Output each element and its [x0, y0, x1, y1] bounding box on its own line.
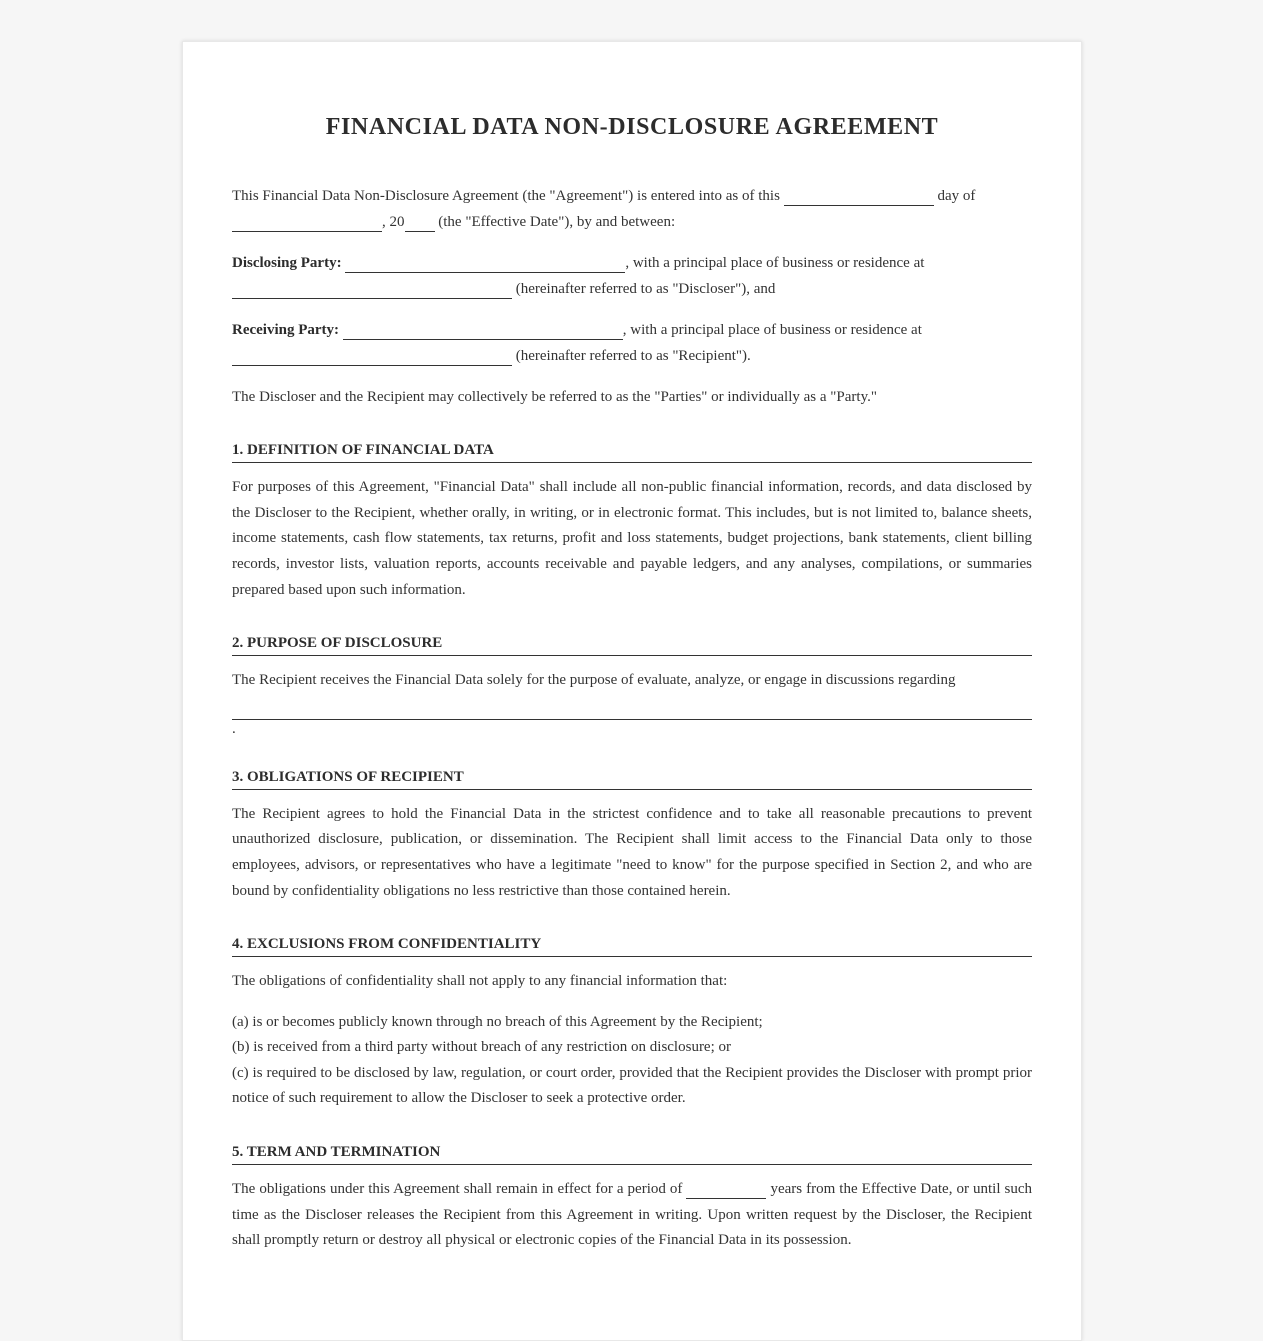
section-5-text-2: years from the Effective Date, or until such time as the Discloser releases the Recipient from this Agreement in writing. Upon written request by the Discloser, the Recipient shall promptly return or destroy all physical or electronic copies of the Financial Data in its possession.: [232, 1181, 1033, 1249]
intro-paragraph: [232, 184, 1032, 235]
exclusion-a: (a) is or becomes publicly known through no breach of this Agreement by the Recipient;: [232, 1013, 763, 1030]
purpose-blank[interactable]: [232, 694, 1032, 720]
month-blank[interactable]: [232, 211, 382, 232]
intro-text-4: (the "Effective Date"), by and between:: [438, 213, 676, 230]
discloser-address-blank[interactable]: [232, 278, 512, 299]
receiving-party-paragraph: [232, 318, 1032, 369]
recipient-address-blank[interactable]: [232, 345, 512, 366]
exclusions-list: [232, 1010, 1032, 1112]
section-5-text-1: The obligations under this Agreement shall remain in effect for a period of: [232, 1181, 683, 1198]
exclusion-c: (c) is required to be disclosed by law, regulation, or court order, provided that the Recipient provides the Discloser with prompt prior notice of such requirement to allow the Discloser to seek a protective order.: [232, 1064, 1032, 1107]
intro-text-1: This Financial Data Non-Disclosure Agreement (the "Agreement") is entered into as of this: [232, 188, 780, 204]
receiving-text-1: , with a principal place of business or residence at: [622, 322, 922, 339]
discloser-name-blank[interactable]: [345, 252, 625, 273]
section-2-heading: 2. PURPOSE OF DISCLOSURE: [232, 633, 1032, 656]
exclusion-b: (b) is received from a third party without breach of any restriction on disclosure; or: [232, 1039, 732, 1056]
section-1-heading: 1. DEFINITION OF FINANCIAL DATA: [232, 440, 1032, 463]
section-3-heading: 3. OBLIGATIONS OF RECIPIENT: [232, 767, 1032, 790]
disclosing-text-1: , with a principal place of business or residence at: [625, 255, 925, 272]
term-years-blank[interactable]: [686, 1178, 766, 1199]
section-3-body: The Recipient agrees to hold the Financial Data in the strictest confidence and to take all reasonable precautions to prevent unauthorized disclosure, publication, or dissemination. The Recipient shall limit access to the Financial Data only to those employees, advisors, or representatives who have a legitimate "need to know" for the purpose specified in Section 2, and who are bound by confidentiality obligations no less restrictive than those contained herein.: [232, 805, 1032, 899]
day-blank[interactable]: [784, 185, 934, 206]
document-title: FINANCIAL DATA NON-DISCLOSURE AGREEMENT: [325, 114, 939, 140]
section-1-body: For purposes of this Agreement, "Financial Data" shall include all non-public financial information, records, and data disclosed by the Discloser to the Recipient, whether orally, in writing, or in electronic format. This includes, but is not limited to, balance sheets, income statements, cash flow statements, tax returns, profit and loss statements, budget projections, bank statements, client billing records, investor lists, valuation reports, accounts receivable and payable ledgers, and any analyses, compilations, or summaries prepared based upon such information.: [232, 479, 1032, 598]
disclosing-party-paragraph: [232, 251, 1032, 302]
disclosing-party-label: Disclosing Party:: [232, 255, 342, 272]
section-4-heading: 4. EXCLUSIONS FROM CONFIDENTIALITY: [232, 934, 1032, 957]
disclosing-text-2: (hereinafter referred to as "Discloser"), and: [515, 280, 776, 297]
section-4-intro: The obligations of confidentiality shall not apply to any financial information that:: [232, 973, 728, 990]
receiving-party-label: Receiving Party:: [232, 322, 340, 339]
section-5-heading: 5. TERM AND TERMINATION: [232, 1142, 1032, 1165]
parties-paragraph: The Discloser and the Recipient may collectively be referred to as the "Parties" or individually as a "Party.": [232, 388, 877, 405]
document-content: [232, 42, 1032, 1254]
document-page: [182, 41, 1082, 1341]
section-2-body: The Recipient receives the Financial Data solely for the purpose of evaluate, analyze, or engage in discussions regarding: [232, 672, 956, 689]
recipient-name-blank[interactable]: [343, 319, 623, 340]
section-5-body: [232, 1177, 1032, 1254]
intro-text-2: day of: [937, 188, 976, 204]
year-blank[interactable]: [405, 211, 435, 232]
section-2-end: .: [232, 720, 236, 737]
intro-text-3: , 20: [382, 213, 405, 230]
receiving-text-2: (hereinafter referred to as "Recipient").: [515, 347, 751, 364]
